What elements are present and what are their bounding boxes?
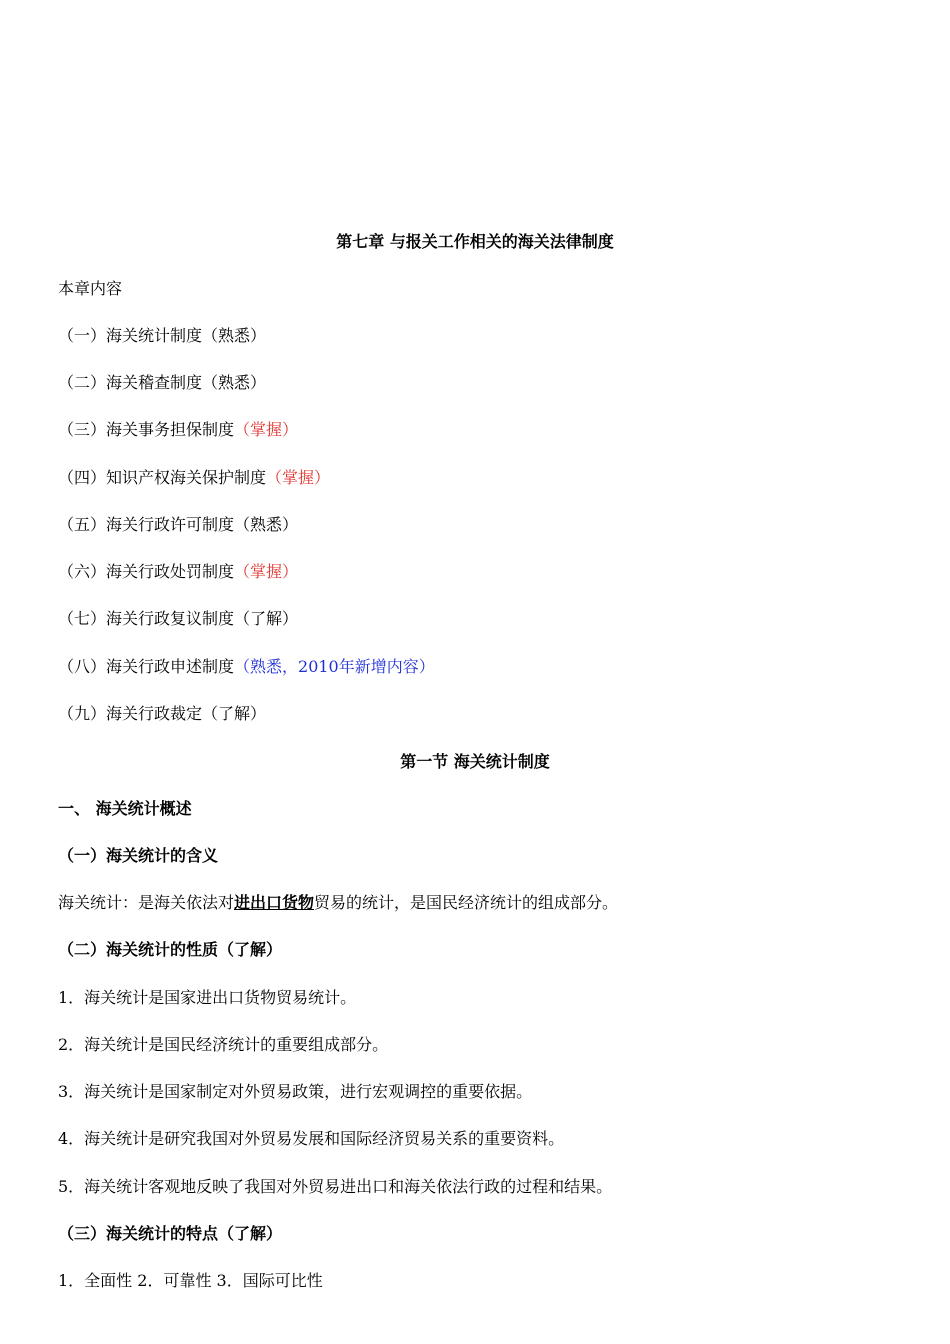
contents-item-text: （七）海关行政复议制度（了解） <box>58 609 299 628</box>
definition-paragraph <box>58 893 618 913</box>
contents-item-note: （掌握） <box>234 562 299 581</box>
definition-before: 海关统计：是海关依法对 <box>58 893 235 912</box>
contents-item-text: （五）海关行政许可制度（熟悉） <box>58 515 299 534</box>
nature-item: 2．海关统计是国民经济统计的重要组成部分。 <box>58 1035 389 1054</box>
contents-item <box>58 420 298 440</box>
contents-item <box>58 609 298 629</box>
contents-item <box>58 657 435 677</box>
nature-item: 4．海关统计是研究我国对外贸易发展和国际经济贸易关系的重要资料。 <box>58 1129 565 1148</box>
contents-item-text: （八）海关行政申述制度 <box>58 657 235 676</box>
contents-item <box>58 704 266 724</box>
contents-item <box>58 468 330 488</box>
contents-item <box>58 373 266 393</box>
nature-item: 5．海关统计客观地反映了我国对外贸易进出口和海关依法行政的过程和结果。 <box>58 1177 613 1196</box>
contents-item <box>58 562 298 582</box>
sub3-heading: （三）海关统计的特点（了解） <box>58 1224 283 1243</box>
contents-heading: 本章内容 <box>58 279 123 298</box>
nature-item: 3．海关统计是国家制定对外贸易政策，进行宏观调控的重要依据。 <box>58 1082 533 1101</box>
contents-item-note: （熟悉，2010年新增内容） <box>234 657 435 676</box>
sub2-heading: （二）海关统计的性质（了解） <box>58 940 283 959</box>
contents-item-text: （六）海关行政处罚制度 <box>58 562 235 581</box>
part1-heading: 一、 海关统计概述 <box>58 799 192 818</box>
contents-item-note: （掌握） <box>266 468 331 487</box>
nature-item: 1．海关统计是国家进出口货物贸易统计。 <box>58 988 357 1007</box>
contents-item-text: （九）海关行政裁定（了解） <box>58 704 267 723</box>
definition-emphasis: 进出口货物 <box>234 893 315 912</box>
contents-item <box>58 326 266 346</box>
definition-after: 贸易的统计，是国民经济统计的组成部分。 <box>314 893 619 912</box>
chapter-title: 第七章 与报关工作相关的海关法律制度 <box>336 232 614 251</box>
contents-item <box>58 515 298 535</box>
sub1-heading: （一）海关统计的含义 <box>58 846 219 865</box>
contents-item-text: （一）海关统计制度（熟悉） <box>58 326 267 345</box>
contents-item-text: （四）知识产权海关保护制度 <box>58 468 267 487</box>
section-title: 第一节 海关统计制度 <box>400 752 550 771</box>
features-line: 1．全面性 2．可靠性 3．国际可比性 <box>58 1271 323 1290</box>
contents-item-text: （三）海关事务担保制度 <box>58 420 235 439</box>
contents-item-text: （二）海关稽查制度（熟悉） <box>58 373 267 392</box>
contents-item-note: （掌握） <box>234 420 299 439</box>
